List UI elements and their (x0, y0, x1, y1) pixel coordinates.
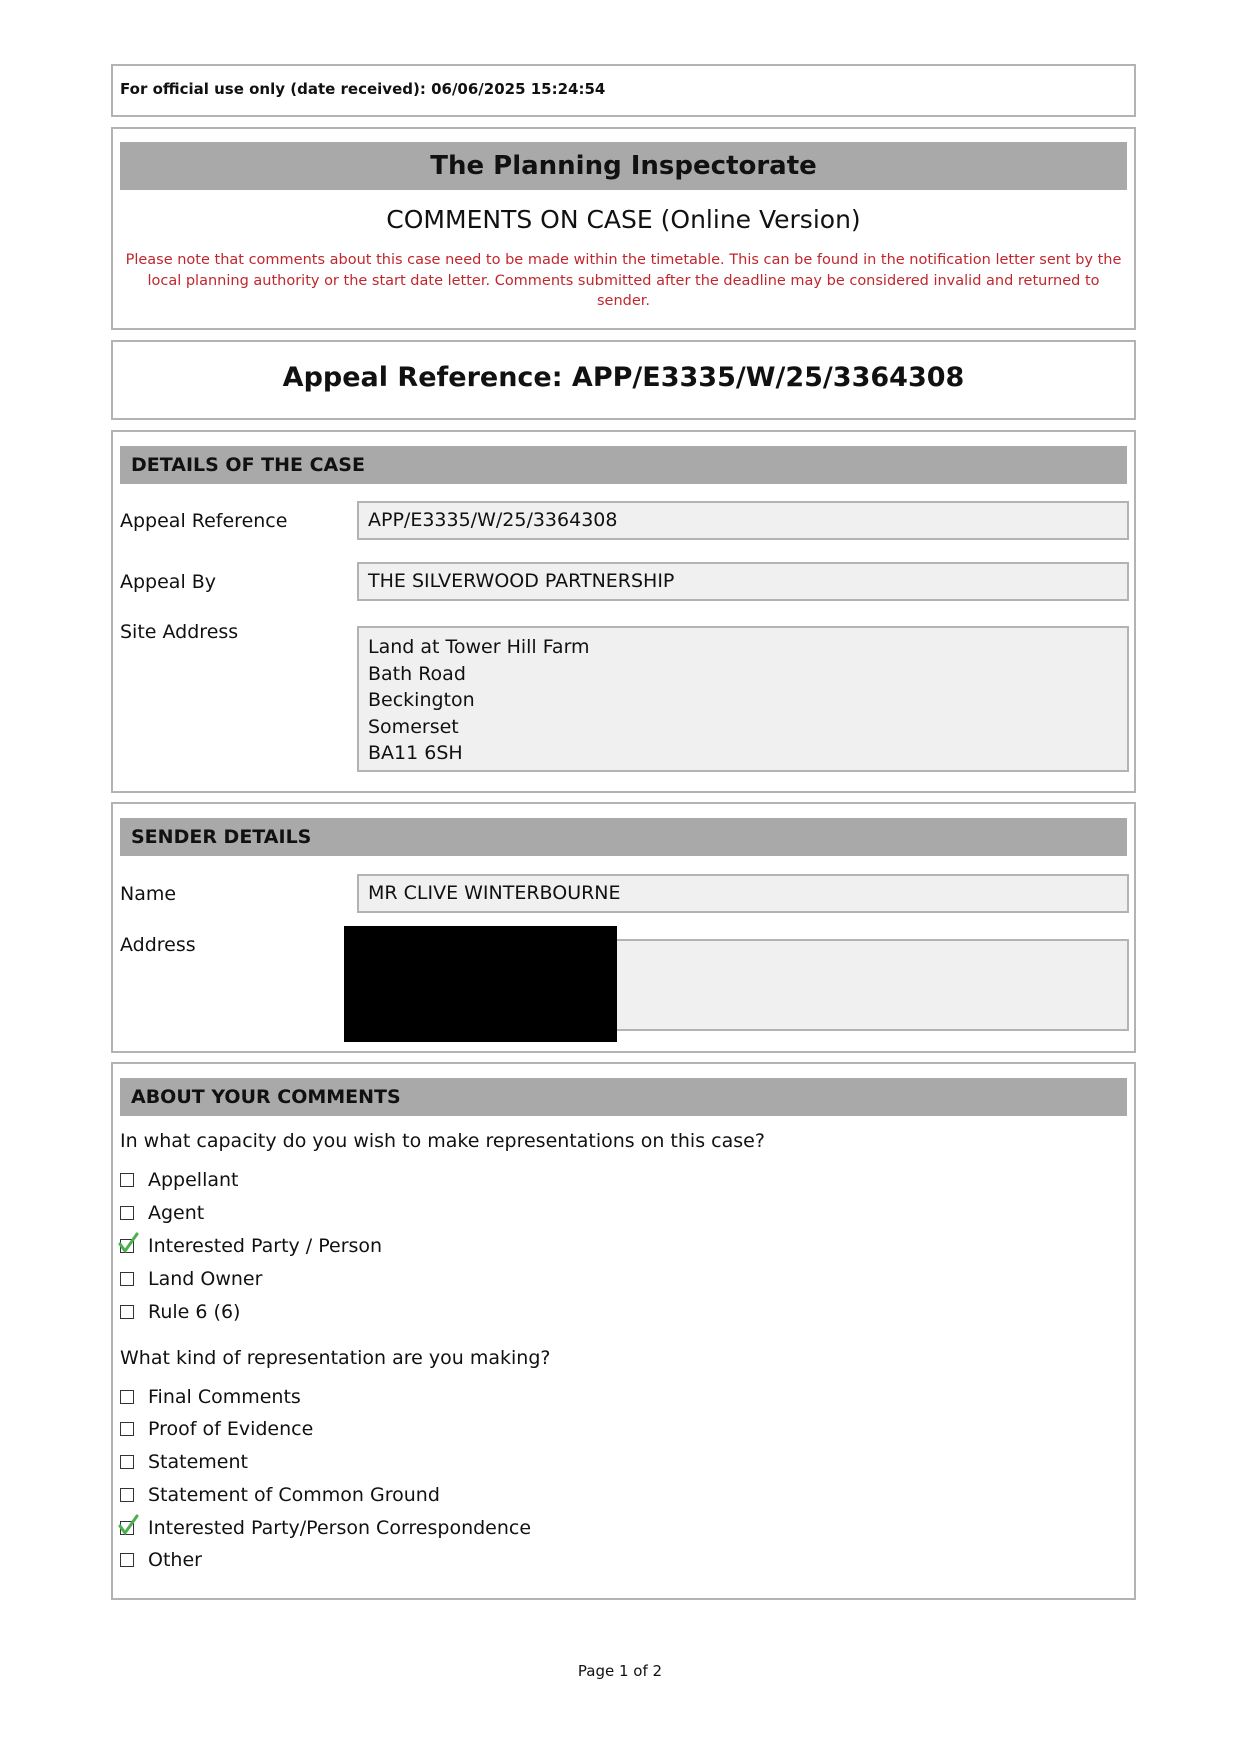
capacity-option-label: Appellant (148, 1169, 239, 1191)
appeal-by-field: THE SILVERWOOD PARTNERSHIP (357, 562, 1129, 601)
representation-option-common-ground[interactable] (120, 1483, 440, 1507)
capacity-option-label: Rule 6 (6) (148, 1301, 241, 1323)
representation-option-label: Proof of Evidence (148, 1418, 314, 1440)
official-use-text: For official use only (date received): 06/06/2025 15:24:54 (120, 80, 606, 98)
deadline-notice: Please note that comments about this case need to be made within the timetable. This can be found in the notification letter sent by the local planning authority or the start date letter. Comments submitted after the deadline may be considered invalid and returned to sender. (125, 252, 1122, 309)
case-details-heading: DETAILS OF THE CASE (131, 454, 365, 476)
capacity-option-label: Interested Party / Person (148, 1235, 383, 1257)
representation-option-label: Statement of Common Ground (148, 1484, 440, 1506)
checkbox-checked-icon[interactable] (120, 1239, 134, 1253)
official-use-box (111, 64, 1136, 117)
capacity-option-land-owner[interactable] (120, 1267, 262, 1291)
capacity-question: In what capacity do you wish to make representations on this case? (120, 1130, 765, 1152)
checkbox-unchecked-icon[interactable] (120, 1390, 134, 1404)
checkbox-checked-icon[interactable] (120, 1521, 134, 1535)
representation-question: What kind of representation are you making? (120, 1347, 551, 1369)
checkbox-unchecked-icon[interactable] (120, 1488, 134, 1502)
comments-heading: ABOUT YOUR COMMENTS (131, 1086, 401, 1108)
representation-option-label: Final Comments (148, 1386, 301, 1408)
case-details-section (111, 430, 1136, 793)
page-number: Page 1 of 2 (577, 1662, 663, 1680)
sender-details-section (111, 802, 1136, 1053)
capacity-option-rule-6[interactable] (120, 1300, 240, 1324)
capacity-option-label: Agent (148, 1202, 205, 1224)
appeal-title-box (111, 340, 1136, 420)
representation-option-statement[interactable] (120, 1450, 248, 1474)
header-box (111, 127, 1136, 330)
comments-section (111, 1062, 1136, 1600)
site-address-label: Site Address (120, 621, 239, 643)
site-address-line: BA11 6SH (368, 742, 463, 765)
site-address-line: Bath Road (368, 662, 466, 685)
checkbox-unchecked-icon[interactable] (120, 1455, 134, 1469)
checkbox-unchecked-icon[interactable] (120, 1206, 134, 1220)
representation-option-proof-of-evidence[interactable] (120, 1417, 313, 1441)
representation-option-final-comments[interactable] (120, 1385, 301, 1409)
appeal-by-label: Appeal By (120, 571, 217, 593)
checkbox-unchecked-icon[interactable] (120, 1173, 134, 1187)
site-address-line: Somerset (368, 715, 459, 738)
capacity-option-label: Land Owner (148, 1268, 263, 1290)
sender-address-label: Address (120, 934, 196, 956)
org-title: The Planning Inspectorate (430, 151, 817, 181)
redaction-block (344, 926, 617, 1042)
checkbox-unchecked-icon[interactable] (120, 1553, 134, 1567)
representation-option-label: Other (148, 1549, 202, 1571)
case-details-heading-bar (120, 446, 1127, 484)
capacity-option-agent[interactable] (120, 1201, 204, 1225)
sender-details-heading: SENDER DETAILS (131, 826, 312, 848)
sender-details-heading-bar (120, 818, 1127, 856)
appeal-reference-field: APP/E3335/W/25/3364308 (357, 501, 1129, 540)
site-address-line: Beckington (368, 689, 475, 712)
site-address-line: Land at Tower Hill Farm (368, 636, 590, 658)
checkbox-unchecked-icon[interactable] (120, 1272, 134, 1286)
comments-heading-bar (120, 1078, 1127, 1116)
representation-option-other[interactable] (120, 1548, 202, 1572)
appeal-title: Appeal Reference: APP/E3335/W/25/3364308 (282, 362, 965, 393)
checkbox-unchecked-icon[interactable] (120, 1305, 134, 1319)
representation-option-label: Interested Party/Person Correspondence (148, 1517, 532, 1539)
org-banner (120, 142, 1127, 190)
form-subtitle: COMMENTS ON CASE (Online Version) (386, 205, 861, 234)
representation-option-label: Statement (148, 1451, 248, 1473)
appeal-reference-label: Appeal Reference (120, 510, 288, 532)
capacity-option-appellant[interactable] (120, 1168, 239, 1192)
sender-name-label: Name (120, 883, 177, 905)
site-address-field (357, 626, 1129, 772)
representation-option-interested-party-correspondence[interactable] (120, 1516, 531, 1540)
sender-name-field: MR CLIVE WINTERBOURNE (357, 874, 1129, 913)
capacity-option-interested-party[interactable] (120, 1234, 382, 1258)
checkbox-unchecked-icon[interactable] (120, 1422, 134, 1436)
